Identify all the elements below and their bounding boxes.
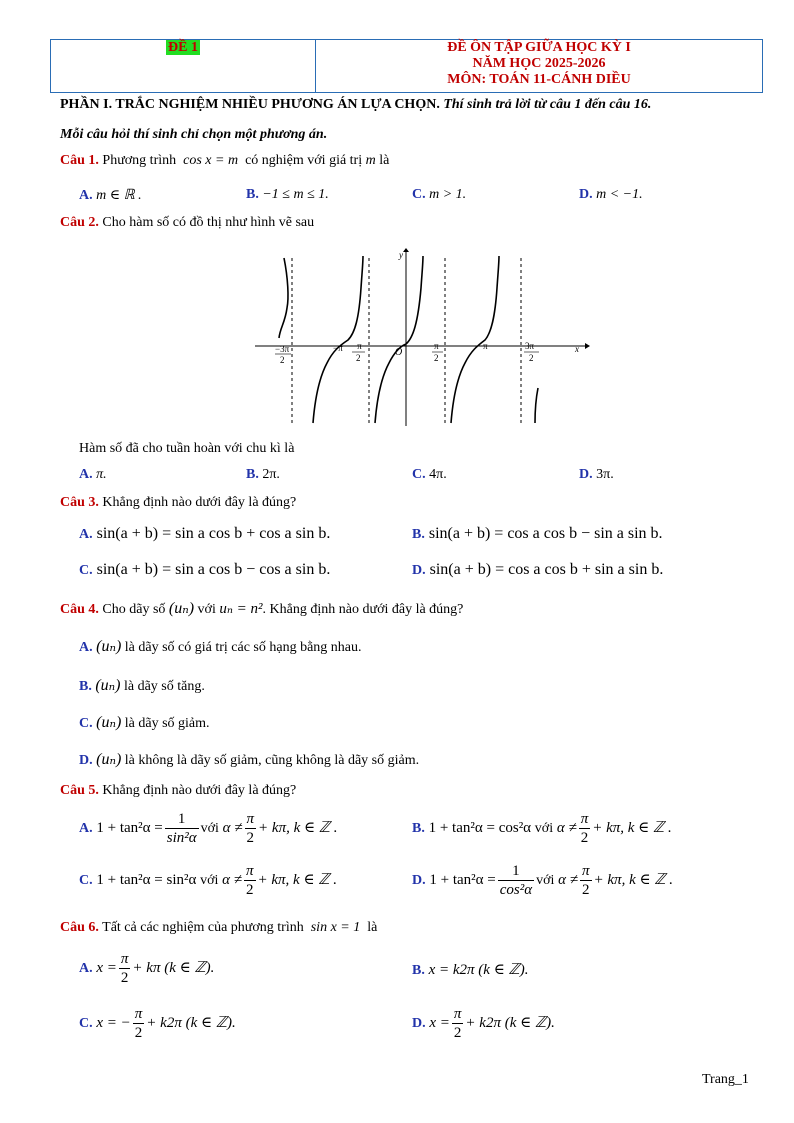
q4-option-a: A. (uₙ) là dãy số có giá trị các số hạng bằng nhau.	[79, 638, 362, 655]
q3-label: Câu 3.	[60, 495, 99, 510]
svg-text:2: 2	[356, 353, 361, 363]
q1-stem	[60, 153, 389, 169]
q5-option-a: A. 1 + tan²α = $\frac{1}{\text{sin²α}}$ với α ≠ $\frac{\pi}{2}$ + kπ, k ∈ ℤ .	[79, 811, 338, 846]
header-subject: MÔN: TOÁN 11-CÁNH DIỀU	[447, 72, 631, 87]
q2-option-b: B. 2π.	[246, 467, 280, 482]
branch-mid-right	[451, 256, 499, 423]
q4-seq: (uₙ)	[168, 600, 195, 617]
part1-title: PHẦN I. TRẮC NGHIỆM NHIỀU PHƯƠNG ÁN LỰA CHỌN.	[60, 97, 440, 112]
q1-eq: cos x = m	[183, 153, 239, 168]
exam-code: ĐỀ 1	[168, 40, 198, 55]
q1-option-c: C. m > 1.	[412, 187, 467, 202]
q6-option-a: A. x = $\frac{\pi}{2}$ + kπ (k ∈ ℤ).	[79, 951, 215, 986]
branch-right	[535, 388, 538, 423]
q5-option-d: D. 1 + tan²α = $\frac{1}{\text{cos²α}}$ với α ≠ $\frac{\pi}{2}$ + kπ, k ∈ ℤ .	[412, 863, 674, 898]
q2-option-c: C. 4π.	[412, 467, 447, 482]
q6-option-b: B. x = k2π (k ∈ ℤ).	[412, 962, 529, 978]
q1-option-d: D. m < −1.	[579, 187, 643, 202]
branch-left	[279, 258, 288, 338]
part1-instr1: Thí sinh trả lời từ câu 1 đến câu 16.	[443, 97, 652, 112]
q5-option-b: B. 1 + tan²α = cos²α với α ≠ $\frac{\pi}{2}$ + kπ, k ∈ ℤ .	[412, 811, 672, 846]
tick-3pi2: 3π	[525, 341, 535, 351]
q6-eq: sin x = 1	[310, 920, 361, 935]
q3-option-b: B. sin(a + b) = cos a cos b − sin a sin b.	[412, 525, 663, 542]
q5-text: Khẳng định nào dưới đây là đúng?	[102, 783, 297, 798]
q5-label: Câu 5.	[60, 783, 99, 798]
label-y: y	[399, 250, 403, 260]
q1-var: m	[365, 153, 376, 168]
q1-option-a: A. m ∈ ℝ .	[79, 188, 142, 203]
label-origin: O	[395, 347, 403, 358]
q4-def: uₙ = n²	[219, 601, 263, 617]
branch-center	[375, 256, 423, 423]
q2-option-d: D. 3π.	[579, 467, 614, 482]
svg-text:2: 2	[529, 353, 534, 363]
q2-stem	[60, 215, 314, 231]
q4-option-b: B. (uₙ) là dãy số tăng.	[79, 677, 205, 694]
tick-neg-pi: −π	[333, 343, 343, 353]
part1-line	[60, 97, 651, 113]
header-box	[50, 39, 763, 93]
q6-option-c: C. x = − $\frac{\pi}{2}$ + k2π (k ∈ ℤ).	[79, 1006, 236, 1041]
q2-option-a: A. π.	[79, 467, 107, 482]
svg-text:2: 2	[434, 353, 439, 363]
svg-text:2: 2	[280, 355, 285, 365]
tick-neg-3pi2: −3π	[275, 344, 290, 354]
q2-sub: Hàm số đã cho tuần hoàn với chu kì là	[79, 441, 295, 456]
tick-pi: π	[483, 341, 488, 351]
q6-label: Câu 6.	[60, 920, 99, 935]
q1-text3: là	[379, 153, 390, 168]
header-left	[51, 40, 316, 92]
tick-pi2: π	[434, 341, 439, 351]
branch-mid-left	[313, 256, 363, 423]
q3-text: Khẳng định nào dưới đây là đúng?	[102, 495, 297, 510]
header-right	[316, 40, 762, 92]
q4-option-c: C. (uₙ) là dãy số giảm.	[79, 714, 210, 731]
part1-instr2: Mỗi câu hỏi thí sinh chỉ chọn một phương án.	[60, 127, 328, 142]
q3-stem	[60, 495, 296, 511]
header-year: NĂM HỌC 2025-2026	[472, 56, 606, 71]
tangent-graph	[255, 248, 590, 428]
q1-option-b: B. −1 ≤ m ≤ 1.	[246, 187, 329, 202]
q5-stem	[60, 783, 296, 799]
q3-option-c: C. sin(a + b) = sin a cos b − cos a sin b.	[79, 561, 331, 578]
q2-text: Cho hàm số có đồ thị như hình vẽ sau	[102, 215, 315, 230]
q4-label: Câu 4.	[60, 602, 99, 617]
q1-text1: Phương trình	[102, 153, 177, 168]
q6-option-d: D. x = $\frac{\pi}{2}$ + k2π (k ∈ ℤ).	[412, 1006, 555, 1041]
q4-option-d: D. (uₙ) là không là dãy số giảm, cũng không là dãy số giảm.	[79, 751, 420, 768]
header-title: ĐỀ ÔN TẬP GIỮA HỌC KỲ I	[447, 40, 631, 55]
tick-neg-pi2: −π	[352, 341, 362, 351]
label-x: x	[575, 344, 579, 354]
q5-option-c: C. 1 + tan²α = sin²α với α ≠ $\frac{\pi}{2}$ + kπ, k ∈ ℤ .	[79, 863, 337, 898]
q3-option-d: D. sin(a + b) = cos a cos b + sin a sin b.	[412, 561, 664, 578]
q2-label: Câu 2.	[60, 215, 99, 230]
page-number: Trang_1	[702, 1072, 749, 1087]
q1-text2: có nghiệm với giá trị	[245, 153, 363, 168]
q6-stem: Câu 6. Tất cả các nghiệm của phương trình sin x = 1 là	[60, 920, 378, 935]
q1-label: Câu 1.	[60, 153, 99, 168]
q4-stem: Câu 4. Cho dãy số (uₙ) với uₙ = n². Khẳng định nào dưới đây là đúng?	[60, 600, 464, 617]
q3-option-a: A. sin(a + b) = sin a cos b + cos a sin b.	[79, 525, 331, 542]
